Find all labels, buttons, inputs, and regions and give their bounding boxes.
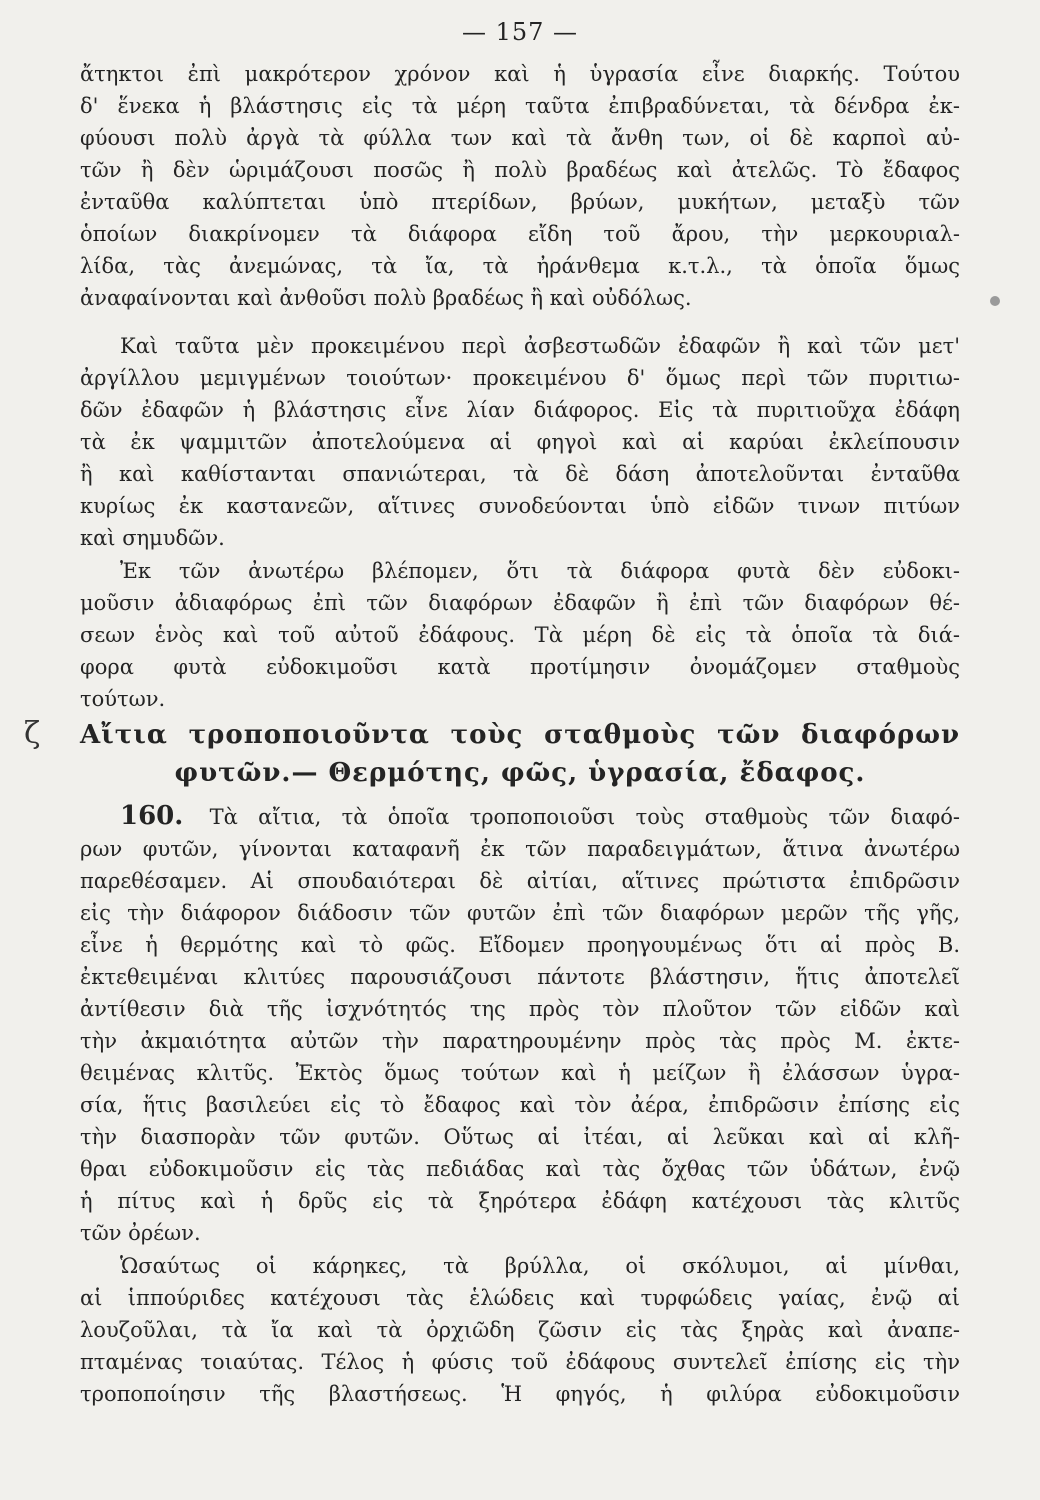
text-line: ἢ καὶ καθίστανται σπανιώτεραι, τὰ δὲ δάση ἀποτελοῦνται ἐνταῦθα [80,462,960,486]
text-line: τὴν ἀκμαιότητα αὐτῶν τὴν παρατηρουμένην πρὸς τὰς πρὸς Μ. ἐκτε- [80,1029,960,1053]
text-line: ἀργίλλου μεμιγμένων τοιούτων· προκειμένου δ' ὅμως περὶ τῶν πυριτιω- [80,366,960,390]
text-line: ἐνταῦθα καλύπτεται ὑπὸ πτερίδων, βρύων, μυκήτων, μεταξὺ τῶν [80,190,960,214]
text-line: θειμένας κλιτῦς. Ἐκτὸς ὅμως τούτων καὶ ἡ μείζων ἢ ἐλάσσων ὑγρα- [80,1061,960,1085]
text-line: ὁποίων διακρίνομεν τὰ διάφορα εἴδη τοῦ ἄρου, τὴν μερκουριαλ- [80,222,960,246]
text-line: λίδα, τὰς ἀνεμώνας, τὰ ἴα, τὰ ἠράνθεμα κ.τ.λ., τὰ ὁποῖα ὅμως [80,254,960,278]
text-line-content: Τὰ αἴτια, τὰ ὁποῖα τροποποιοῦσι τοὺς σταθμοὺς τῶν διαφό- [209,805,960,829]
text-line: δ' ἕνεκα ἡ βλάστησις εἰς τὰ μέρη ταῦτα ἐπιβραδύνεται, τὰ δένδρα ἐκ- [80,94,960,118]
page-number: — 157 — [461,18,579,46]
paragraph-4 [80,800,960,1249]
text-line: τὰ ἐκ ψαμμιτῶν ἀποτελούμενα αἱ φηγοὶ καὶ αἱ καρύαι ἐκλείπουσιν [80,430,960,454]
text-line: σεων ἑνὸς καὶ τοῦ αὐτοῦ ἐδάφους. Τὰ μέρη δὲ εἰς τὰ ὁποῖα τὰ διά- [80,623,960,647]
text-line: Καὶ ταῦτα μὲν προκειμένου περὶ ἀσβεστωδῶν ἐδαφῶν ἢ καὶ τῶν μετ' [120,334,960,358]
section-heading [80,716,960,792]
text-line: παρεθέσαμεν. Αἱ σπουδαιότεραι δὲ αἰτίαι, αἵτινες πρώτιστα ἐπιδρῶσιν [80,869,960,893]
text-line: τροποποίησιν τῆς βλαστήσεως. Ἡ φηγός, ἡ φιλύρα εὐδοκιμοῦσιν [80,1382,960,1406]
text-line: εἰς τὴν διάφορον διάδοσιν τῶν φυτῶν ἐπὶ τῶν διαφόρων μερῶν τῆς γῆς, [80,901,960,925]
text-line: μοῦσιν ἀδιαφόρως ἐπὶ τῶν διαφόρων ἐδαφῶν ἢ ἐπὶ τῶν διαφόρων θέ- [80,591,960,615]
paragraph-1 [80,58,960,314]
heading-line: φυτῶν.— Θερμότης, φῶς, ὑγρασία, ἔδαφος. [174,758,866,788]
text-line: λουζοῦλαι, τὰ ἴα καὶ τὰ ὀρχιῶδη ζῶσιν εἰς τὰς ξηρὰς καὶ ἀναπε- [80,1318,960,1342]
text-line: ἐκτεθειμέναι κλιτύες παρουσιάζουσι πάντοτε βλάστησιν, ἥτις ἀποτελεῖ [80,965,960,989]
text-line: ρων φυτῶν, γίνονται καταφανῆ ἐκ τῶν παραδειγμάτων, ἅτινα ἀνωτέρω [80,837,960,861]
ink-spot [990,296,1000,306]
text-line: ἀναφαίνονται καὶ ἀνθοῦσι πολὺ βραδέως ἢ καὶ οὐδόλως. [80,286,692,310]
text-line: καὶ σημυδῶν. [80,526,225,550]
text-line: ἀντίθεσιν διὰ τῆς ἰσχνότητός της πρὸς τὸν πλοῦτον τῶν εἰδῶν καὶ [80,997,960,1021]
text-line: τῶν ὀρέων. [80,1221,201,1245]
text-line: φύουσι πολὺ ἀργὰ τὰ φύλλα των καὶ τὰ ἄνθη των, οἱ δὲ καρποὶ αὐ- [80,126,960,150]
heading-line: Αἴτια τροποποιοῦντα τοὺς σταθμοὺς τῶν διαφόρων [80,720,960,750]
text-line [80,800,960,833]
text-line: ἡ πίτυς καὶ ἡ δρῦς εἰς τὰ ξηρότερα ἐδάφη κατέχουσι τὰς κλιτῦς [80,1189,960,1213]
margin-mark: ζ [24,716,41,751]
text-line: κυρίως ἐκ καστανεῶν, αἵτινες συνοδεύονται ὑπὸ εἰδῶν τινων πιτύων [80,494,960,518]
text-line: Ἐκ τῶν ἀνωτέρω βλέπομεν, ὅτι τὰ διάφορα φυτὰ δὲν εὐδοκι- [120,559,960,583]
text-line: σία, ἥτις βασιλεύει εἰς τὸ ἔδαφος καὶ τὸν ἀέρα, ἐπιδρῶσιν ἐπίσης εἰς [80,1093,960,1117]
text-line: τὴν διασπορὰν τῶν φυτῶν. Οὕτως αἱ ἰτέαι, αἱ λεῦκαι καὶ αἱ κλῆ- [80,1125,960,1149]
paragraph-5 [80,1250,960,1410]
section-number: 160. [120,801,184,831]
text-line: τῶν ἢ δὲν ὡριμάζουσι ποσῶς ἢ πολὺ βραδέως καὶ ἀτελῶς. Τὸ ἔδαφος [80,158,960,182]
text-line: δῶν ἐδαφῶν ἡ βλάστησις εἶνε λίαν διάφορος. Εἰς τὰ πυριτιοῦχα ἐδάφη [80,398,960,422]
text-line: τούτων. [80,687,166,711]
text-line: πταμένας τοιαύτας. Τέλος ἡ φύσις τοῦ ἐδάφους συντελεῖ ἐπίσης εἰς τὴν [80,1350,960,1374]
text-line: Ὡσαύτως οἱ κάρηκες, τὰ βρύλλα, οἱ σκόλυμοι, αἱ μίνθαι, [120,1254,960,1278]
text-line: ἄτηκτοι ἐπὶ μακρότερον χρόνον καὶ ἡ ὑγρασία εἶνε διαρκής. Τούτου [80,62,960,86]
text-line: αἱ ἱππούριδες κατέχουσι τὰς ἑλώδεις καὶ τυρφώδεις γαίας, ἐνῷ αἱ [80,1286,960,1310]
text-line: φορα φυτὰ εὐδοκιμοῦσι κατὰ προτίμησιν ὀνομάζομεν σταθμοὺς [80,655,960,679]
text-line: εἶνε ἡ θερμότης καὶ τὸ φῶς. Εἴδομεν προηγουμένως ὅτι αἱ πρὸς Β. [80,933,960,957]
paragraph-2 [80,330,960,554]
text-line: θραι εὐδοκιμοῦσιν εἰς τὰς πεδιάδας καὶ τὰς ὄχθας τῶν ὑδάτων, ἐνῷ [80,1157,960,1181]
paragraph-3 [80,555,960,715]
